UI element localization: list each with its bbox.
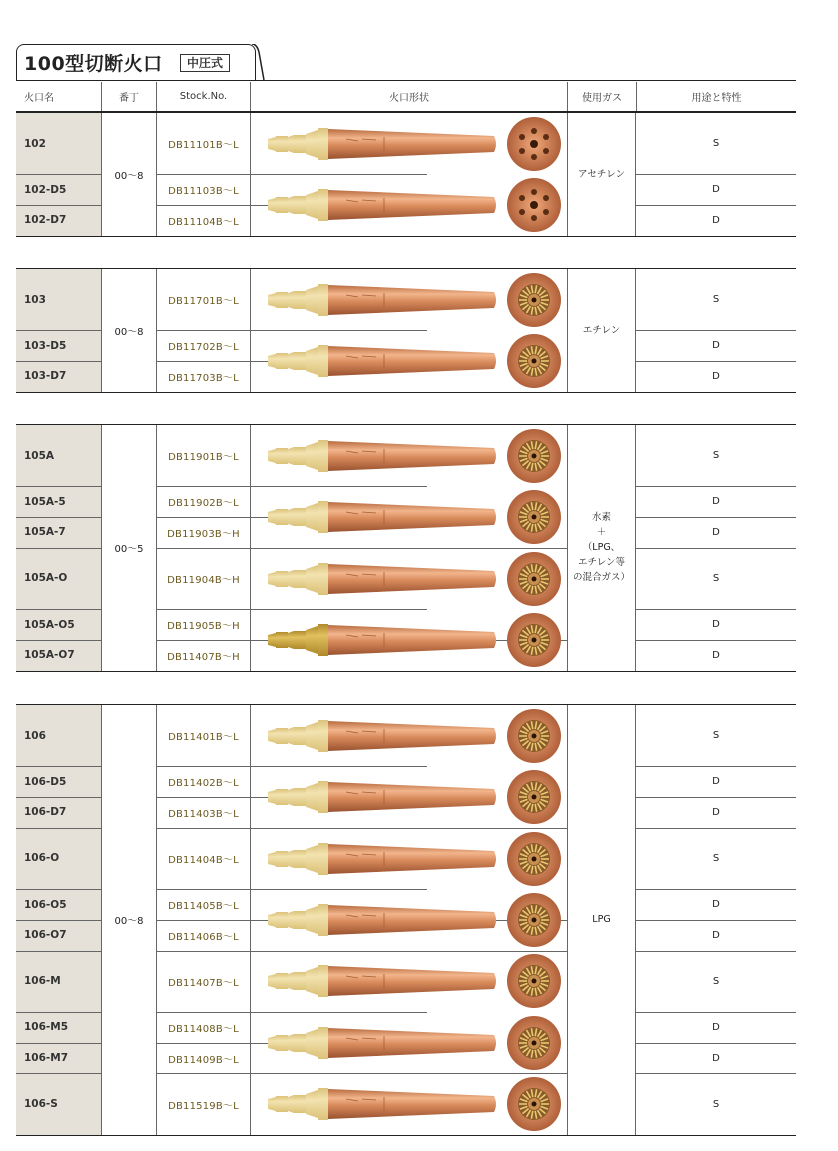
stock-number: DB11402B〜L — [156, 766, 250, 797]
use-code: S — [712, 572, 720, 584]
row-divider — [250, 548, 567, 549]
use-code: S — [712, 294, 720, 306]
nozzle-name: 106-D5 — [16, 766, 101, 797]
nozzle-face-image — [506, 1015, 562, 1071]
nozzle-name: 106-M7 — [16, 1043, 101, 1074]
use-code: D — [712, 806, 720, 818]
row-divider — [636, 1043, 796, 1044]
stock-number: DB11408B〜L — [156, 1012, 250, 1043]
header-stock: Stock.No. — [156, 82, 250, 111]
use-code: D — [712, 649, 720, 661]
nozzle-face-image — [506, 272, 562, 328]
header-use: 用途と特性 — [636, 82, 796, 111]
nozzle-name: 102-D7 — [16, 205, 101, 236]
gas-type: 水素 ＋ （LPG、 エチレン等 の混合ガス） — [567, 425, 636, 671]
nozzle-image — [266, 562, 506, 596]
row-divider — [156, 609, 427, 610]
nozzle-name: 106-M — [16, 951, 101, 1012]
gas-type: アセチレン — [567, 113, 636, 236]
nozzle-name: 102-D5 — [16, 174, 101, 205]
tip-number-range: 00〜8 — [101, 269, 156, 392]
nozzle-group — [16, 424, 796, 672]
use-code: D — [712, 1052, 720, 1064]
row-divider — [636, 889, 796, 890]
row-divider — [16, 951, 101, 952]
stock-number: DB11905B〜H — [156, 609, 250, 640]
use-code: S — [712, 975, 720, 987]
nozzle-face-image — [506, 116, 562, 172]
nozzle-name: 102 — [16, 113, 101, 174]
nozzle-image — [266, 623, 506, 657]
stock-number: DB11407B〜H — [156, 640, 250, 671]
row-divider — [16, 920, 101, 921]
use-code: S — [712, 450, 720, 462]
use-code: D — [712, 526, 720, 538]
stock-number: DB11519B〜L — [156, 1073, 250, 1134]
use-code: D — [712, 184, 720, 196]
row-divider — [16, 609, 101, 610]
row-divider — [636, 828, 796, 829]
use-code: D — [712, 214, 720, 226]
use-code: D — [712, 776, 720, 788]
row-divider — [16, 548, 101, 549]
nozzle-name: 106-O7 — [16, 920, 101, 951]
stock-number: DB11701B〜L — [156, 269, 250, 330]
stock-number: DB11104B〜L — [156, 205, 250, 236]
row-divider — [636, 1073, 796, 1074]
nozzle-name: 105A-7 — [16, 517, 101, 548]
nozzle-face-image — [506, 1076, 562, 1132]
nozzle-image — [266, 188, 506, 222]
row-divider — [636, 766, 796, 767]
tip-number-range: 00〜5 — [101, 425, 156, 671]
row-divider — [156, 766, 427, 767]
stock-number: DB11904B〜H — [156, 548, 250, 609]
stock-number: DB11405B〜L — [156, 889, 250, 920]
nozzle-name: 106 — [16, 705, 101, 766]
stock-number: DB11101B〜L — [156, 113, 250, 174]
row-divider — [636, 548, 796, 549]
row-divider — [16, 517, 101, 518]
row-divider — [16, 797, 101, 798]
nozzle-name: 105A-5 — [16, 486, 101, 517]
nozzle-image — [266, 1026, 506, 1060]
row-divider — [250, 951, 567, 952]
page-title: 100型切断火口 — [24, 53, 163, 75]
nozzle-name: 103 — [16, 269, 101, 330]
nozzle-face-image — [506, 769, 562, 825]
row-divider — [156, 1012, 427, 1013]
row-divider — [16, 640, 101, 641]
nozzle-image — [266, 964, 506, 998]
nozzle-name: 106-O5 — [16, 889, 101, 920]
nozzle-group — [16, 704, 796, 1136]
nozzle-image — [266, 842, 506, 876]
row-divider — [636, 361, 796, 362]
nozzle-face-image — [506, 177, 562, 233]
nozzle-name: 105A — [16, 425, 101, 486]
use-code: S — [712, 138, 720, 150]
tip-number-range: 00〜8 — [101, 705, 156, 1135]
row-divider — [16, 174, 101, 175]
row-divider — [636, 486, 796, 487]
row-divider — [636, 1012, 796, 1013]
header-shape: 火口形状 — [250, 82, 567, 111]
row-divider — [16, 205, 101, 206]
stock-number: DB11406B〜L — [156, 920, 250, 951]
table-header — [16, 82, 796, 112]
row-divider — [636, 517, 796, 518]
row-divider — [16, 1012, 101, 1013]
nozzle-face-image — [506, 953, 562, 1009]
use-code: S — [712, 852, 720, 864]
row-divider — [636, 174, 796, 175]
stock-number: DB11902B〜L — [156, 486, 250, 517]
nozzle-face-image — [506, 489, 562, 545]
nozzle-face-image — [506, 551, 562, 607]
gas-type: LPG — [567, 705, 636, 1135]
nozzle-face-image — [506, 892, 562, 948]
row-divider — [636, 205, 796, 206]
row-divider — [16, 486, 101, 487]
row-divider — [156, 486, 427, 487]
row-divider — [636, 640, 796, 641]
stock-number: DB11404B〜L — [156, 828, 250, 889]
nozzle-face-image — [506, 831, 562, 887]
use-code: D — [712, 929, 720, 941]
row-divider — [156, 174, 427, 175]
nozzle-image — [266, 780, 506, 814]
nozzle-name: 103-D7 — [16, 361, 101, 392]
nozzle-image — [266, 500, 506, 534]
use-code: D — [712, 496, 720, 508]
stock-number: DB11702B〜L — [156, 330, 250, 361]
nozzle-name: 106-M5 — [16, 1012, 101, 1043]
stock-number: DB11703B〜L — [156, 361, 250, 392]
row-divider — [16, 330, 101, 331]
stock-number: DB11401B〜L — [156, 705, 250, 766]
pressure-type-badge: 中圧式 — [180, 54, 230, 72]
row-divider — [16, 766, 101, 767]
row-divider — [16, 1073, 101, 1074]
nozzle-name: 105A-O — [16, 548, 101, 609]
nozzle-face-image — [506, 612, 562, 668]
row-divider — [636, 330, 796, 331]
use-code: S — [712, 730, 720, 742]
row-divider — [16, 828, 101, 829]
nozzle-face-image — [506, 333, 562, 389]
stock-number: DB11103B〜L — [156, 174, 250, 205]
nozzle-image — [266, 344, 506, 378]
use-code: S — [712, 1098, 720, 1110]
tip-number-range: 00〜8 — [101, 113, 156, 236]
row-divider — [636, 797, 796, 798]
nozzle-image — [266, 283, 506, 317]
nozzle-name: 106-O — [16, 828, 101, 889]
nozzle-image — [266, 719, 506, 753]
use-code: D — [712, 1021, 720, 1033]
row-divider — [636, 609, 796, 610]
row-divider — [156, 330, 427, 331]
header-gas: 使用ガス — [567, 82, 636, 111]
nozzle-face-image — [506, 428, 562, 484]
nozzle-image — [266, 439, 506, 473]
row-divider — [156, 889, 427, 890]
nozzle-name: 106-D7 — [16, 797, 101, 828]
stock-number: DB11409B〜L — [156, 1043, 250, 1074]
row-divider — [636, 920, 796, 921]
row-divider — [250, 1073, 567, 1074]
use-code: D — [712, 340, 720, 352]
row-divider — [636, 951, 796, 952]
row-divider — [250, 828, 567, 829]
use-code: D — [712, 619, 720, 631]
header-name: 火口名 — [24, 93, 54, 104]
stock-number: DB11903B〜H — [156, 517, 250, 548]
nozzle-image — [266, 127, 506, 161]
nozzle-name: 105A-O5 — [16, 609, 101, 640]
nozzle-group — [16, 112, 796, 237]
nozzle-image — [266, 903, 506, 937]
nozzle-group — [16, 268, 796, 393]
stock-number: DB11901B〜L — [156, 425, 250, 486]
title-rule — [16, 80, 796, 81]
stock-number: DB11403B〜L — [156, 797, 250, 828]
nozzle-name: 105A-O7 — [16, 640, 101, 671]
row-divider — [16, 361, 101, 362]
header-number: 番丁 — [101, 82, 156, 111]
use-code: D — [712, 899, 720, 911]
use-code: D — [712, 370, 720, 382]
gas-type: エチレン — [567, 269, 636, 392]
row-divider — [16, 1043, 101, 1044]
nozzle-name: 103-D5 — [16, 330, 101, 361]
row-divider — [16, 889, 101, 890]
nozzle-image — [266, 1087, 506, 1121]
nozzle-face-image — [506, 708, 562, 764]
stock-number: DB11407B〜L — [156, 951, 250, 1012]
nozzle-name: 106-S — [16, 1073, 101, 1134]
title-tab-slope — [252, 44, 266, 81]
